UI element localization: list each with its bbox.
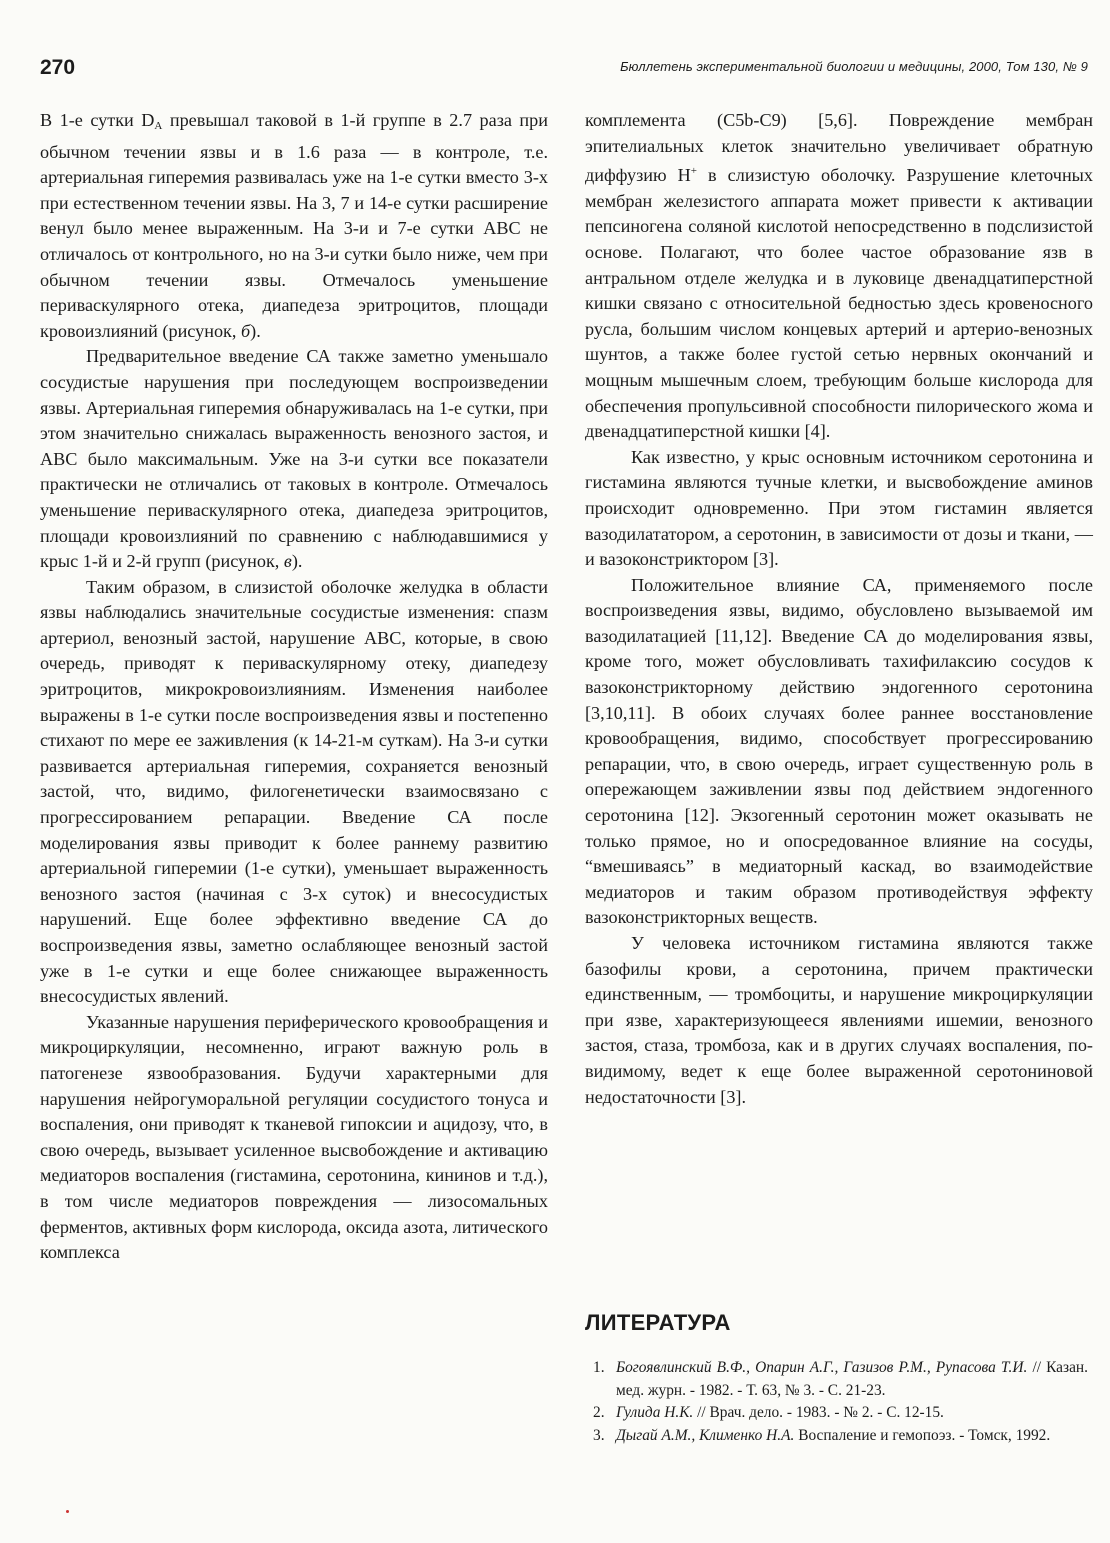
paragraph: Указанные нарушения периферического кровообращения и микроциркуляции, несомненно, играют важную роль в патогенезе язвообразования. Будучи характерными для нарушения нейрогуморальной регуляции сосудистого тонуса и воспаления, они приводят к тканевой гипоксии и ацидозу, что, в свою очередь, вызывает усиленное высвобождение и активацию медиаторов воспаления (гистамина, серотонина, кининов и т.д.), в том числе медиаторов повреждения — лизосомальных ферментов, активных форм кислорода, оксида азота, литического комплекса xyxy=(40,1011,548,1263)
reference-list xyxy=(585,1357,1088,1447)
references-heading: ЛИТЕРАТУРА xyxy=(585,1310,731,1335)
paragraph: Как известно, у крыс основным источником серотонина и гистамина являются тучные клетки, и высвобождение аминов происходит одновременно. При этом гистамин является вазодилататором, а серотонин, в зависимости от дозы и ткани, — и вазоконстриктором [3]. xyxy=(585,446,1093,570)
paragraph: комплемента (C5b-C9) [5,6]. Повреждение мембран эпителиальных клеток значительно увеличивает обратную диффузию H+ в слизистую оболочку. Разрушение клеточных мембран железистого аппарата может привести к активации пепсиногена соляной кислотой непосредственно в подслизистой основе. Полагают, что более частое образование язв в антральном отделе желудка и в луковице двенадцатиперстной кишки связано с относительной бедностью здесь кровеносного русла, большим числом концевых артерий и артерио-венозных шунтов, а также более густой сетью нервных окончаний и мощным мышечным слоем, требующим больше кислорода для обеспечения пропульсивной способности пилорического жома и двенадцатиперстной кишки [4]. xyxy=(585,110,1093,442)
reference-item: 2. Гулида Н.К. // Врач. дело. - 1983. - № 2. - С. 12-15. xyxy=(593,1404,944,1421)
paragraph: Предварительное введение СА также заметно уменьшало сосудистые нарушения при последующем воспроизведении язвы. Артериальная гиперемия обнаруживалась на 1-е сутки, при этом значительно снижалась выраженность венозного застоя, и АВС было максимальным. Уже на 3-и сутки все показатели практически не отличались от таковых в контроле. Отмечалось уменьшение периваскулярного отека, диапедеза эритроцитов, площади кровоизлияний по сравнению с наблюдавшимися у крыс 1-й и 2-й групп (рисунок, в). xyxy=(40,346,548,572)
reference-item: 1. Богоявлинский В.Ф., Опарин А.Г., Газизов Р.М., Рупасова Т.И. // Казан. мед. журн. - 1982. - Т. 63, № 3. - С. 21-23. xyxy=(593,1359,1089,1399)
paragraph: Положительное влияние СА, применяемого после воспроизведения язвы, видимо, обусловлено вызываемой им вазодилатацией [11,12]. Введение СА до моделирования язвы, кроме того, может обусловливать тахифилаксию сосудов к вазоконстрикторному действию эндогенного серотонина [3,10,11]. В обоих случаях более раннее восстановление кровообращения, видимо, способствует прогрессированию репарации, что, в свою очередь, играет существенную роль в опережающем заживлении язвы под действием эндогенного серотонина [12]. Экзогенный серотонин может оказывать не только прямое, но и опосредованное влияние на сосуды, “вмешиваясь” в медиаторный каскад, во взаимодействие медиаторов и таким образом противодействуя эффекту вазоконстрикторных веществ. xyxy=(585,574,1093,928)
scan-speck xyxy=(66,1510,69,1513)
reference-item: 3. Дыгай А.М., Клименко Н.А. Воспаление и гемопоэз. - Томск, 1992. xyxy=(593,1426,1051,1444)
paragraph: В 1-е сутки $D_A$ превышал таковой в 1-й группе в 2.7 раза при обычном течении язвы и в 1.6 раза — в контроле, т.е. артериальная гиперемия развивалась уже на 1-е сутки вместо 3-х при естественном течении язвы. На 3, 7 и 14-е сутки расширение венул было менее выраженным. На 3-и и 7-е сутки АВС не отличалось от контрольного, но на 3-и сутки было ниже, чем при обычном течении язвы. Отмечалось уменьшение периваскулярного отека, диапедеза эритроцитов, площади кровоизлияний (рисунок, б). xyxy=(40,110,548,341)
paragraph: У человека источником гистамина являются также базофилы крови, а серотонина, причем практически единственным, — тромбоциты, и нарушение микроциркуляции при язве, характеризующееся явлениями ишемии, венозного застоя, стаза, тромбоза, как и в других случаях воспаления, по-видимому, ведет к еще более выраженной серотониновой недостаточности [3]. xyxy=(585,933,1093,1107)
journal-title: Бюллетень экспериментальной биологии и медицины, 2000, Том 130, № 9 xyxy=(620,59,1088,74)
running-header xyxy=(40,56,1088,90)
left-column xyxy=(40,108,548,1266)
paragraph: Таким образом, в слизистой оболочке желудка в области язвы наблюдались значительные сосудистые изменения: спазм артериол, венозный застой, нарушение АВС, которые, в свою очередь, приводят к периваскулярному отеку, диапедезу эритроцитов, микрокровоизлияниям. Изменения наиболее выражены в 1-е сутки после воспроизведения язвы и постепенно стихают по мере ее заживления (к 14-21-м суткам). На 3-и сутки развивается артериальная гиперемия, сохраняется венозный застой, что, видимо, филогенетически взаимосвязано с прогрессированием репарации. Введение СА после моделирования язвы приводит к более раннему развитию артериальной гиперемии (1-е сутки), уменьшает выраженность венозного застоя (начиная с 3-х суток) и внесосудистых нарушений. Еще более эффективно введение СА до воспроизведения язвы, заметно ослабляющее венозный застой уже в 1-е сутки и еще более снижающее выраженность внесосудистых явлений. xyxy=(40,576,548,1007)
right-column xyxy=(585,108,1093,1110)
page-number: 270 xyxy=(40,56,76,79)
